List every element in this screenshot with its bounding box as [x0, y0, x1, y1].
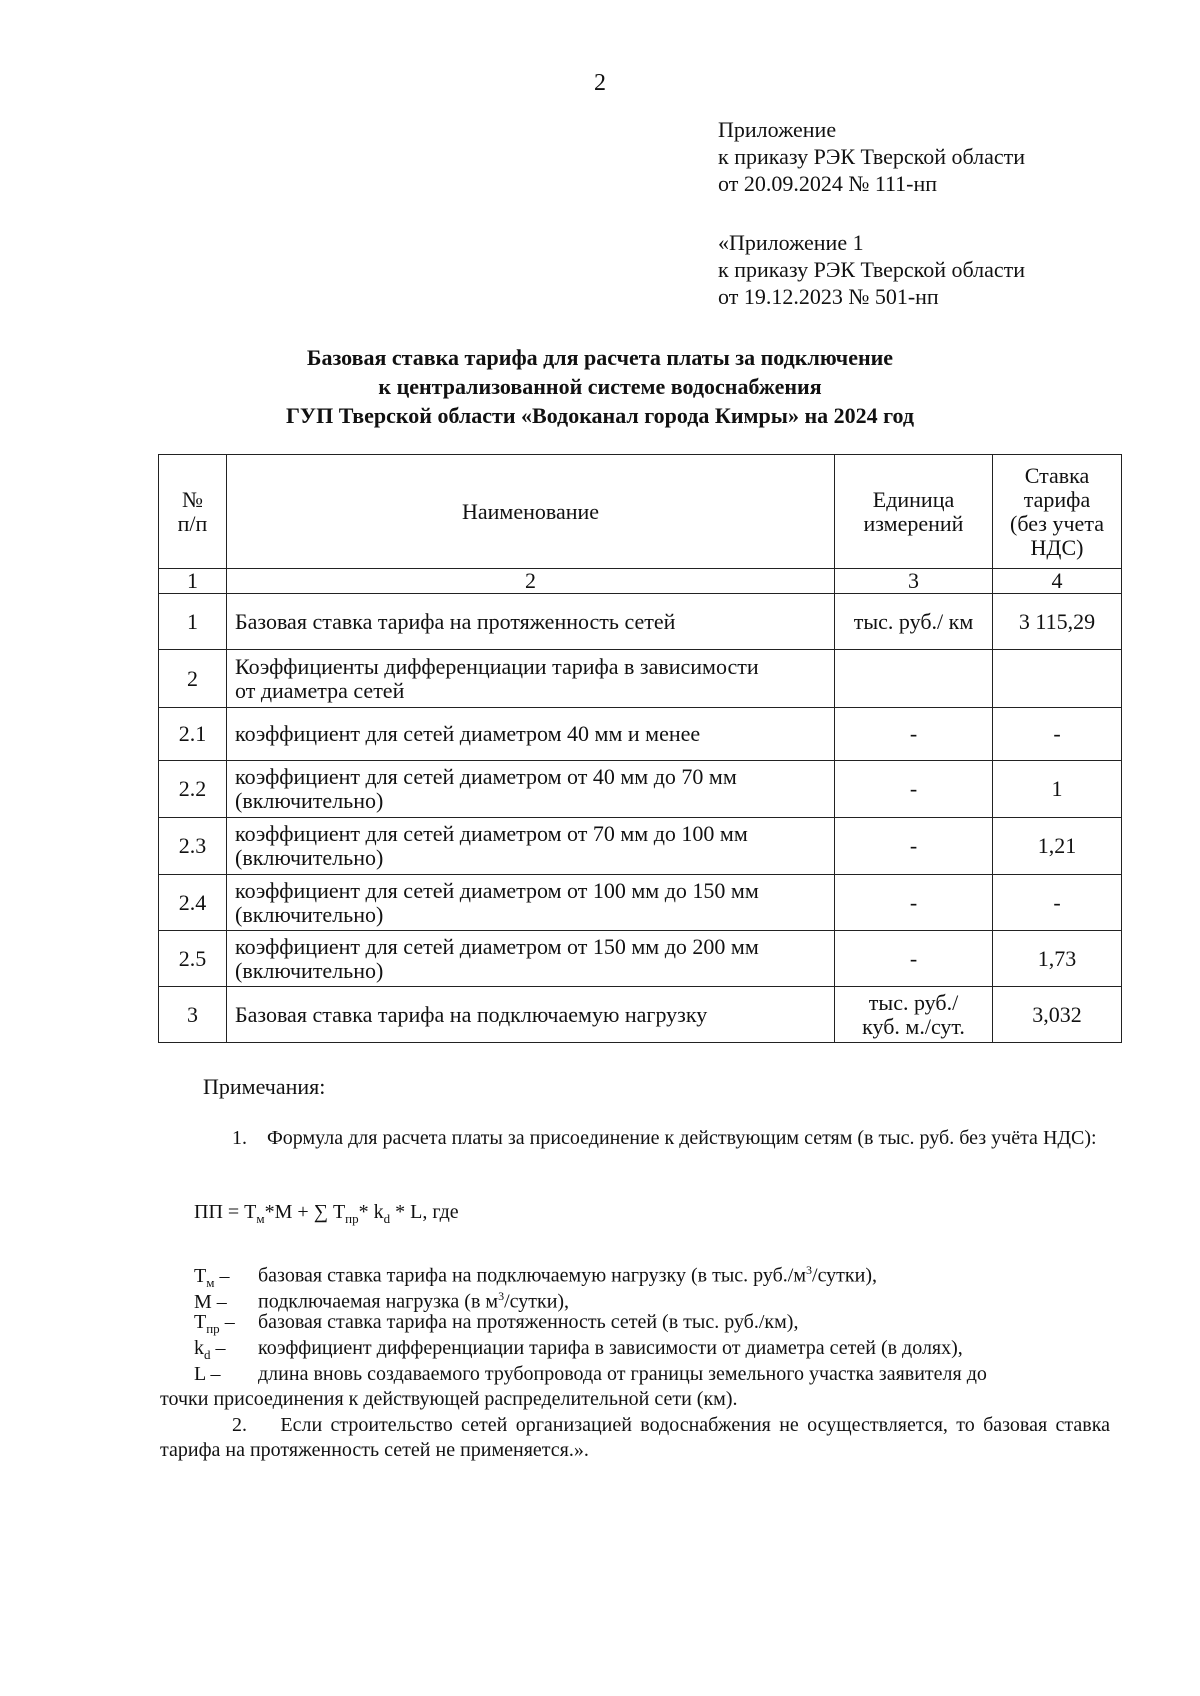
original-appendix-header-line: «Приложение 1	[718, 230, 864, 255]
table-row	[159, 931, 1122, 987]
column-number: 3	[835, 569, 993, 594]
original-appendix-header-line: к приказу РЭК Тверской области	[718, 257, 1026, 282]
row-num: 2.4	[159, 875, 227, 931]
table-row	[159, 650, 1122, 708]
row-unit: тыс. руб./ куб. м./сут.	[835, 987, 993, 1043]
table-row	[159, 818, 1122, 875]
table-row	[159, 875, 1122, 931]
legend-tm: $Т_м$ – базовая ставка тарифа на подключаемую нагрузку (в тыс. $руб./м^3/сутки$),	[194, 1263, 878, 1290]
header-rate: Ставка тарифа (без учета НДС)	[993, 455, 1122, 569]
table-header-row	[159, 455, 1122, 569]
note-item-1	[160, 1126, 1110, 1151]
row-num: 2.5	[159, 931, 227, 987]
column-number: 4	[993, 569, 1122, 594]
legend-kd: $k_d$ – коэффициент дифференциации тарифа в зависимости от диаметра сетей (в долях),	[194, 1337, 963, 1362]
legend-l-continuation: точки присоединения к действующей распределительной сети (км).	[160, 1388, 738, 1410]
row-rate: 3,032	[993, 987, 1122, 1043]
row-unit: -	[835, 818, 993, 875]
appendix-header-line: от 20.09.2024 № 111-нп	[718, 171, 938, 196]
original-appendix-header	[718, 229, 1025, 310]
row-rate: 1	[993, 761, 1122, 818]
note-item-2	[160, 1413, 1110, 1463]
title-line: к централизованной системе водоснабжения	[378, 374, 822, 399]
row-name: коэффициент для сетей диаметром от 40 мм до 70 мм (включительно)	[227, 761, 835, 818]
tariff-table	[158, 454, 1122, 1043]
row-num: 2.3	[159, 818, 227, 875]
row-name: Базовая ставка тарифа на подключаемую нагрузку	[227, 987, 835, 1043]
header-name: Наименование	[227, 455, 835, 569]
row-num: 2.2	[159, 761, 227, 818]
column-number-row	[159, 569, 1122, 594]
note-text: Если строительство сетей организацией водоснабжения не осуществляется, то базовая ставка тарифа на протяженность сетей не применяется.».	[160, 1414, 1110, 1461]
row-rate: 1,21	[993, 818, 1122, 875]
row-unit: -	[835, 931, 993, 987]
row-num: 3	[159, 987, 227, 1043]
row-rate: -	[993, 875, 1122, 931]
row-num: 1	[159, 594, 227, 650]
row-rate: -	[993, 708, 1122, 761]
header-num: № п/п	[159, 455, 227, 569]
table-row	[159, 708, 1122, 761]
row-name: Базовая ставка тарифа на протяженность сетей	[227, 594, 835, 650]
row-rate: 1,73	[993, 931, 1122, 987]
row-unit: -	[835, 761, 993, 818]
note-number: 1.	[232, 1127, 247, 1149]
row-name: коэффициент для сетей диаметром от 70 мм до 100 мм (включительно)	[227, 818, 835, 875]
row-rate: 3 115,29	[993, 594, 1122, 650]
row-num: 2.1	[159, 708, 227, 761]
notes-heading: Примечания:	[203, 1074, 326, 1099]
legend-tpr: $Т_{пр}$ – базовая ставка тарифа на протяженность сетей (в тыс. руб./км),	[194, 1311, 799, 1336]
row-unit: тыс. руб./ км	[835, 594, 993, 650]
note-text: Формула для расчета платы за присоединение к действующим сетям (в тыс. руб. без учёта НДС):	[267, 1127, 1097, 1149]
title-line: ГУП Тверской области «Водоканал города Кимры» на 2024 год	[285, 403, 915, 428]
document-title	[150, 343, 1050, 430]
original-appendix-header-line: от 19.12.2023 № 501-нп	[718, 284, 939, 309]
row-name: коэффициент для сетей диаметром 40 мм и менее	[227, 708, 835, 761]
page-number: 2	[594, 70, 606, 96]
appendix-header-line: к приказу РЭК Тверской области	[718, 144, 1026, 169]
table-row	[159, 761, 1122, 818]
column-number: 2	[227, 569, 835, 594]
row-unit: -	[835, 875, 993, 931]
legend-l: L – длина вновь создаваемого трубопровода от границы земельного участка заявителя до	[194, 1363, 987, 1385]
legend-m: М – подключаемая нагрузка (в $м^3/сутки$),	[194, 1289, 570, 1313]
header-unit: Единица измерений	[835, 455, 993, 569]
formula: ПП = $Т_м*М$ + ∑ $Т_{пр}*$ $k_d$ * L, где	[194, 1201, 459, 1226]
row-rate	[993, 650, 1122, 708]
row-unit: -	[835, 708, 993, 761]
note-number: 2.	[232, 1414, 247, 1436]
row-name: Коэффициенты дифференциации тарифа в зависимости от диаметра сетей	[227, 650, 835, 708]
row-name: коэффициент для сетей диаметром от 150 мм до 200 мм (включительно)	[227, 931, 835, 987]
row-num: 2	[159, 650, 227, 708]
title-line: Базовая ставка тарифа для расчета платы за подключение	[306, 345, 894, 370]
row-name: коэффициент для сетей диаметром от 100 мм до 150 мм (включительно)	[227, 875, 835, 931]
appendix-header-line: Приложение	[718, 117, 837, 142]
table-row	[159, 987, 1122, 1043]
column-number: 1	[159, 569, 227, 594]
table-row	[159, 594, 1122, 650]
appendix-header	[718, 116, 1025, 197]
row-unit	[835, 650, 993, 708]
